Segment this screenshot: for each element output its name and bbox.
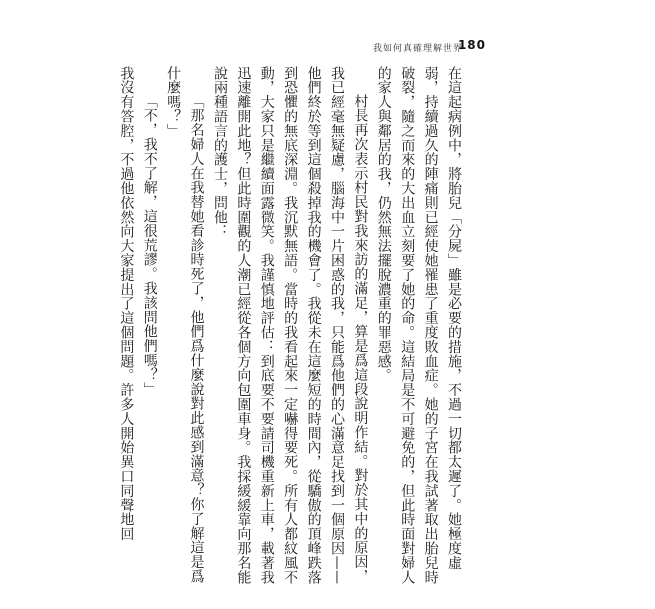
paragraph: 在這起病例中，將胎兒「分屍」雖是必要的措施，不過一切都太遲了。她極度虛弱，持續過久的陣痛則已經使她罹患了重度敗血症。她的子宮在我試著取出胎兒時破裂，隨之而來的大出血立刻要了她的命。這結局是不可避免的，但此時面對婦人的家人與鄰居的我，仍然無法擺脫濃重的罪惡感。 — [375, 66, 462, 585]
running-title: 我如何真確理解世界 — [372, 44, 463, 54]
body-text — [118, 66, 465, 591]
page-number: 180 — [457, 38, 486, 52]
paragraph: 「那名婦人在我替她看診時死了，他們爲什麼說對此感到滿意？你了解這是爲什麼嗎？」 — [165, 66, 205, 584]
paragraph: 村長再次表示村民對我來訪的滿足，算是爲這段說明作結。對於其中的原因，我已經毫無疑慮，腦海中一片困惑的我，只能爲他們的心滿意足找到一個原因——他們終於等到這個殺掉我的機會了。我從未在這麼短的時間內，從驕傲的頂峰跌落到恐懼的無底深淵。我沉默無語。當時的我看起來一定嚇得要死。所有人都紋風不動，大家只是繼續面露微笑。我謹慎地評估：到底要不要請司機重新上車，載著我迅速離開此地？但此時圍觀的人潮已經從各個方向包圍車身。我採緩緩靠向那名能說兩種語言的護士，問他： — [211, 66, 369, 585]
paragraph: 我沒有答腔，不過他依然向大家提出了這個問題。許多人開始異口同聲地回 — [118, 66, 135, 542]
paragraph: 「不，我不了解，這很荒謬。我該問他們嗎？」 — [141, 94, 158, 397]
page-header — [0, 38, 655, 58]
